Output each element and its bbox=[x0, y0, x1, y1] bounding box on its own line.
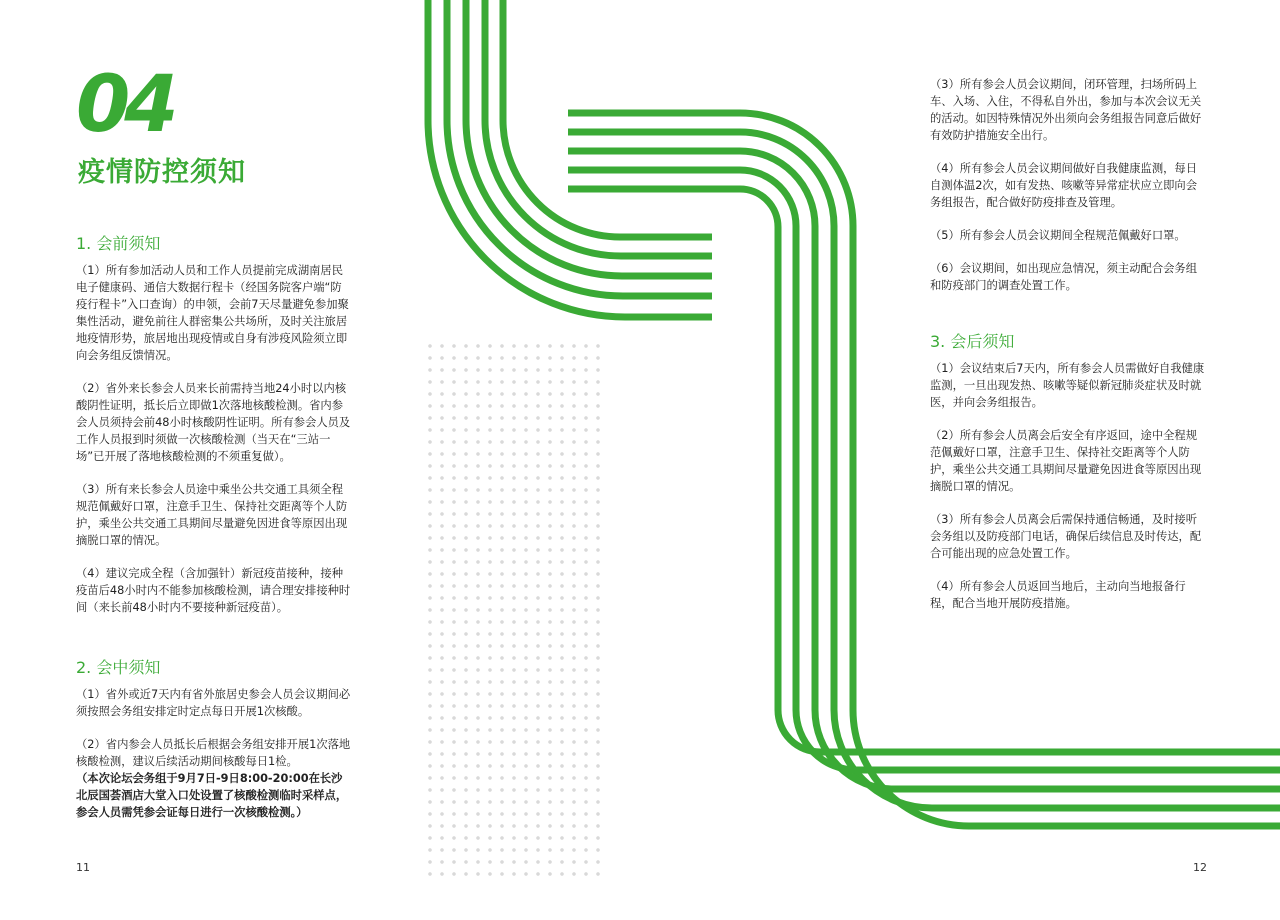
paragraph: （4）所有参会人员会议期间做好自我健康监测，每日自测体温2次，如有发热、咳嗽等异常症状应立即向会务组报告，配合做好防疫排查及管理。 bbox=[930, 162, 1198, 209]
page-number-right: 12 bbox=[1193, 861, 1207, 874]
section-heading-before: 1. 会前须知 bbox=[76, 234, 161, 253]
dot-pattern bbox=[424, 340, 602, 880]
page-number-left: 11 bbox=[76, 861, 90, 874]
paragraph: （4）建议完成全程（含加强针）新冠疫苗接种，接种疫苗后48小时内不能参加核酸检测，请合理安排接种时间（来长前48小时内不要接种新冠疫苗）。 bbox=[76, 567, 351, 614]
paragraph: （1）会议结束后7天内，所有参会人员需做好自我健康监测，一旦出现发热、咳嗽等疑似新冠肺炎症状及时就医，并向会务组报告。 bbox=[930, 362, 1205, 409]
paragraph: （2）所有参会人员离会后安全有序返回，途中全程规范佩戴好口罩，注意手卫生、保持社交距离等个人防护，乘坐公共交通工具期间尽量避免因进食等原因出现摘脱口罩的情况。 bbox=[930, 429, 1202, 493]
paragraph: （6）会议期间，如出现应急情况，须主动配合会务组和防疫部门的调查处置工作。 bbox=[930, 262, 1198, 292]
section-heading-during: 2. 会中须知 bbox=[76, 658, 161, 677]
paragraph: （3）所有参会人员会议期间，闭环管理，扫场所码上车、入场、入住，不得私自外出，参加与本次会议无关的活动。如因特殊情况外出须向会务组报告同意后做好有效防护措施安全出行。 bbox=[930, 78, 1202, 142]
chapter-number: 04 bbox=[76, 60, 173, 150]
paragraph: （3）所有来长参会人员途中乘坐公共交通工具须全程规范佩戴好口罩，注意手卫生、保持社交距离等个人防护，乘坐公共交通工具期间尽量避免因进食等原因出现摘脱口罩的情况。 bbox=[76, 483, 348, 547]
paragraph: （1）所有参加活动人员和工作人员提前完成湖南居民电子健康码、通信大数据行程卡（经国务院客户端“防疫行程卡”入口查询）的申领，会前7天尽量避免参加聚集性活动，避免前往人群密集公共场所，及时关注旅居地疫情形势，旅居地出现疫情或自身有涉疫风险须立即向会务组反馈情况。 bbox=[76, 264, 349, 362]
paragraph: （5）所有参会人员会议期间全程规范佩戴好口罩。 bbox=[930, 229, 1186, 242]
paragraph: （3）所有参会人员离会后需保持通信畅通，及时接听会务组以及防疫部门电话，确保后续信息及时传达，配合可能出现的应急处置工作。 bbox=[930, 513, 1202, 560]
bold-note: （本次论坛会务组于9月7日-9日8:00-20:00在长沙北辰国荟酒店大堂入口处设置了核酸检测临时采样点，参会人员需凭参会证每日进行一次核酸检测。） bbox=[76, 772, 348, 819]
paragraph: （2）省外来长参会人员来长前需持当地24小时以内核酸阴性证明，抵长后立即做1次落地核酸检测。省内参会人员须持会前48小时核酸阴性证明。所有参会人员及工作人员报到时须做一次核酸检测（当天在“三站一场”已开展了落地核酸检测的不须重复做）。 bbox=[76, 382, 351, 463]
chapter-title: 疫情防控须知 bbox=[78, 157, 246, 188]
right-column bbox=[930, 76, 1206, 628]
section-heading-after: 3. 会后须知 bbox=[930, 332, 1015, 351]
paragraph: （2）省内参会人员抵长后根据会务组安排开展1次落地核酸检测，建议后续活动期间核酸每日1检。 bbox=[76, 738, 351, 768]
paragraph: （4）所有参会人员返回当地后，主动向当地报备行程，配合当地开展防疫措施。 bbox=[930, 580, 1186, 610]
paragraph: （1）省外或近7天内有省外旅居史参会人员会议期间必须按照会务组安排定时定点每日开展1次核酸。 bbox=[76, 688, 351, 718]
left-column bbox=[76, 234, 352, 837]
